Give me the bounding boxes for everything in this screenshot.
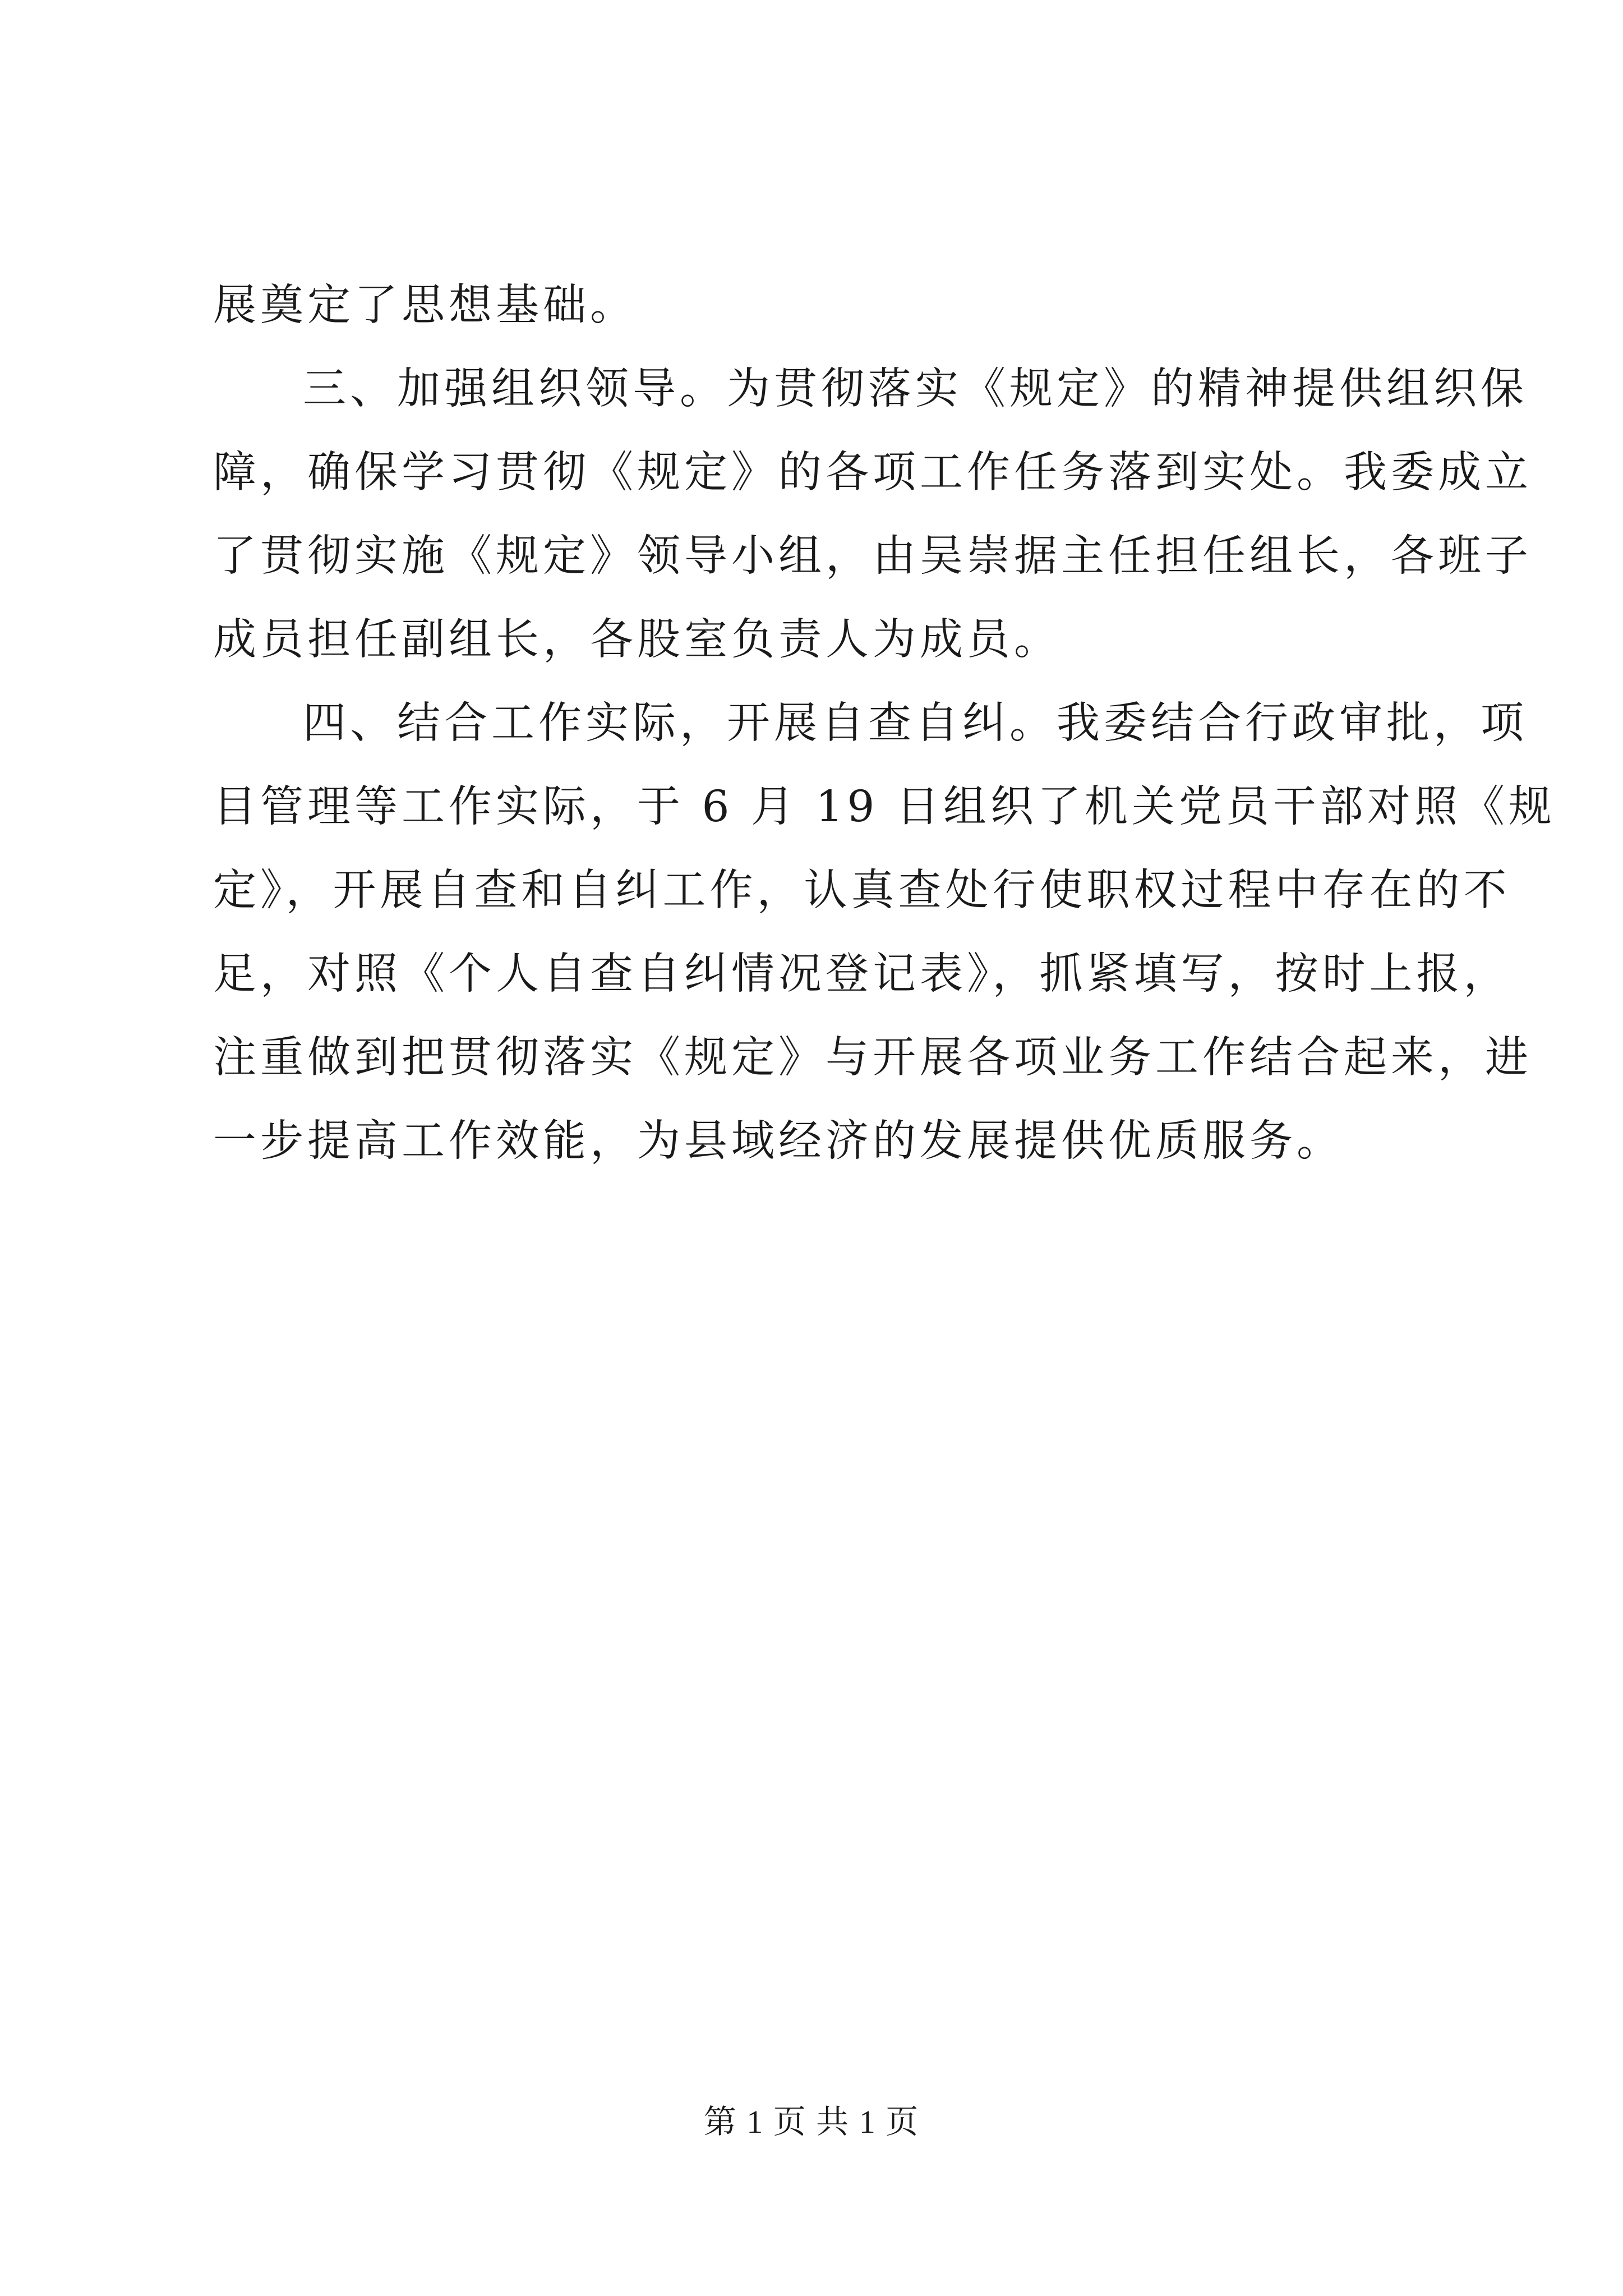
paragraph-line: 了贯彻实施《规定》领导小组，由吴崇据主任担任组长，各班子 [213, 531, 1532, 581]
paragraph-line: 成员担任副组长，各股室负责人为成员。 [213, 615, 1061, 665]
paragraph-line: 障，确保学习贯彻《规定》的各项工作任务落到实处。我委成立 [213, 448, 1532, 498]
paragraph-line: 三、加强组织领导。为贯彻落实《规定》的精神提供组织保 [303, 364, 1528, 414]
page-number-footer: 第 1 页 共 1 页 [703, 2104, 920, 2140]
paragraph-line: 定》，开展自查和自纠工作，认真查处行使职权过程中存在的不 [213, 866, 1511, 915]
document-body [213, 264, 1556, 1183]
paragraph-line: 目管理等工作实际，于 6 月 19 日组织了机关党员干部对照《规 [213, 782, 1556, 832]
paragraph-line: 注重做到把贯彻落实《规定》与开展各项业务工作结合起来，进 [213, 1033, 1532, 1083]
paragraph-line: 足，对照《个人自查自纠情况登记表》，抓紧填写，按时上报， [213, 949, 1511, 999]
paragraph-line: 展奠定了思想基础。 [213, 280, 637, 330]
paragraph-line: 一步提高工作效能，为县域经济的发展提供优质服务。 [213, 1116, 1344, 1166]
paragraph-line: 四、结合工作实际，开展自查自纠。我委结合行政审批，项 [303, 698, 1528, 748]
